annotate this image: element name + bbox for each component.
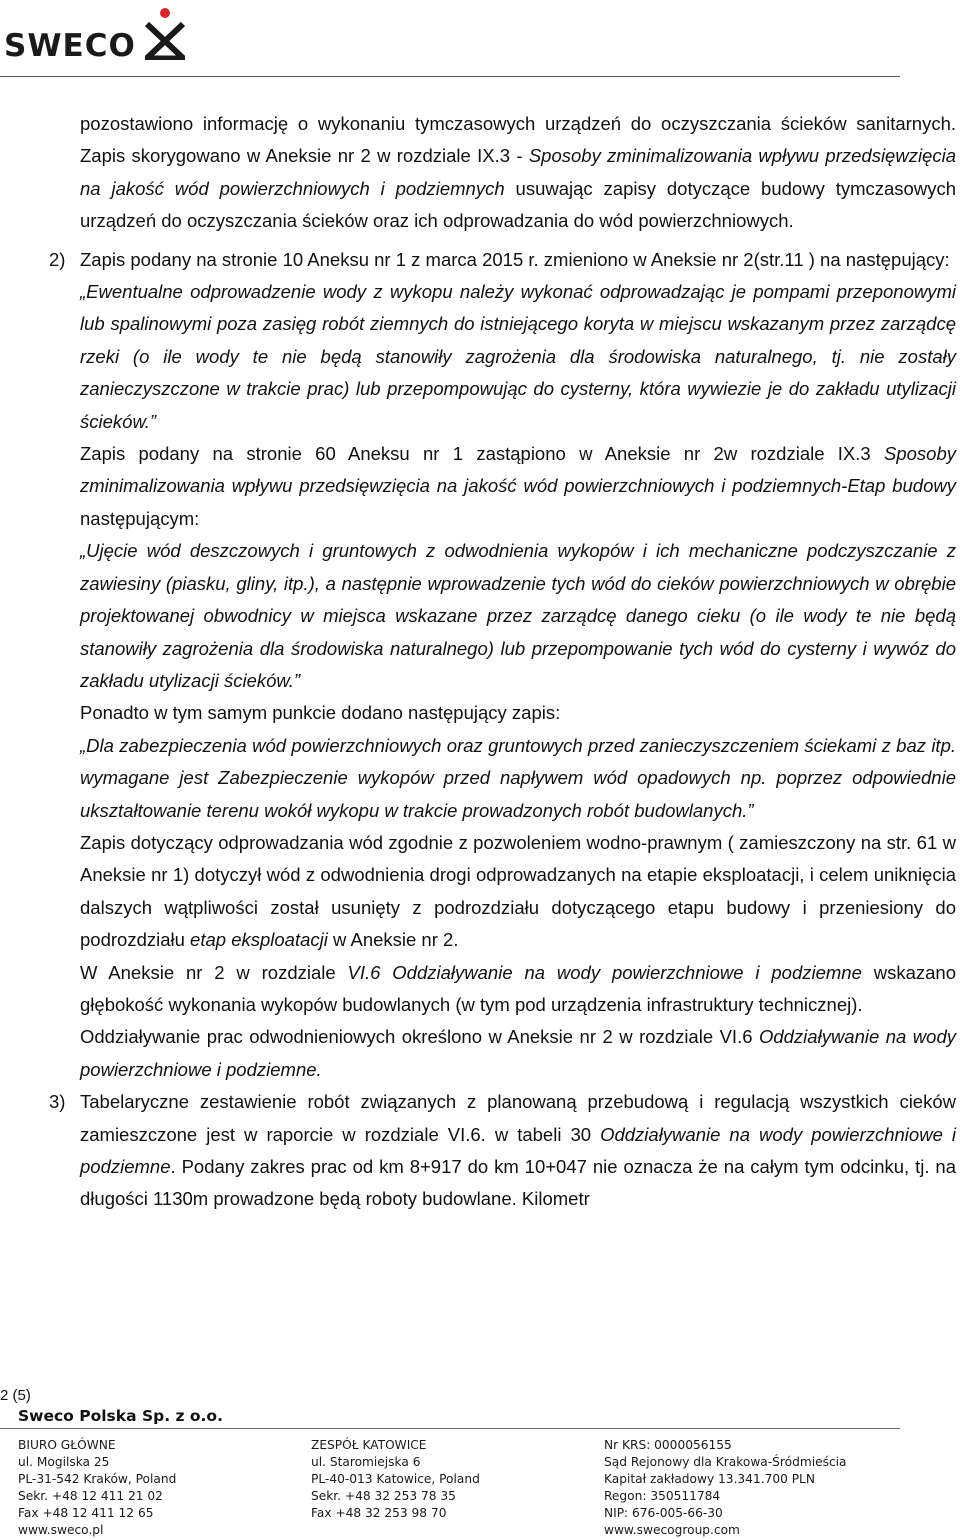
italic-text-run: Oddziaływanie na wody powierzchniowe i podziemne. xyxy=(80,1026,956,1080)
text-run: W Aneksie nr 2 w rozdziale xyxy=(80,961,348,983)
text-run: Tabelaryczne zestawienie robót związanych z planowaną przebudową i regulacją wszystkich cieków zamieszczone jest w raporcie w rozdziale VI.6. w tabeli 30 xyxy=(80,1091,956,1145)
text-run: Zapis podany na stronie 60 Aneksu nr 1 zastąpiono w Aneksie nr 2w rozdziale IX.3 xyxy=(80,443,884,465)
paragraph-6 xyxy=(80,1021,956,1086)
text-run: Oddziaływanie prac odwodnieniowych określono w Aneksie nr 2 w rozdziale VI.6 xyxy=(80,1026,759,1048)
italic-text-run: etap eksploatacji xyxy=(190,929,328,951)
footer-line: Kapitał zakładowy 13.341.700 PLN xyxy=(604,1472,815,1486)
italic-text-run: Oddziaływanie na wody powierzchniowe i podziemne xyxy=(80,1123,956,1177)
italic-text-run: Sposoby zminimalizowania wpływu przedsięwzięcia na jakość wód powierzchniowych i podziemnych-Etap budowy xyxy=(80,443,956,497)
footer-line: ZESPÓŁ KATOWICE xyxy=(311,1438,427,1452)
paragraph-4 xyxy=(80,827,956,957)
footer-line: Nr KRS: 0000056155 xyxy=(604,1438,732,1452)
logo-text: SWECO xyxy=(4,28,136,64)
footer-col-head-office xyxy=(18,1437,176,1539)
list-item-2 xyxy=(49,244,957,1087)
text-run: usuwając zapisy dotyczące budowy tymczasowych urządzeń do oczyszczania ścieków oraz ich odprowadzania do wód powierzchniowych. xyxy=(80,177,956,232)
company-name: Sweco Polska Sp. z o.o. xyxy=(18,1407,223,1425)
quote-1: „Ewentualne odprowadzenie wody z wykopu należy wykonać odprowadzając je pompami przeponowymi lub spalinowymi poza zasięg robót ziemnych do istniejącego koryta w miejscu wskazanym przez zarządcę rzeki (o ile wody te nie będą stanowiły zagrożenia dla środowiska naturalnego, tj. nie zostały zanieczyszczone w trakcie prac) lub przepompowując do cysterny, która wywiezie je do zakładu utylizacji ścieków.” xyxy=(80,281,956,432)
footer-line: NIP: 676-005-66-30 xyxy=(604,1506,723,1520)
document-body xyxy=(49,108,957,1216)
header-rule xyxy=(0,76,900,77)
text-run: Zapis dotyczący odprowadzania wód zgodnie z pozwoleniem wodno-prawnym ( zamieszczony na str. 61 w Aneksie nr 1) dotyczył wód z odwodnienia drogi odprowadzanych na etapie eksploatacji, i celem uniknięcia dalszych wątpliwości został usunięty z podrozdziału dotyczącego etapu budowy i przeniesiony do podrozdziału xyxy=(80,831,956,951)
text-run: pozostawiono informację o wykonaniu tymczasowych urządzeń do oczyszczania ścieków sanitarnych. Zapis skorygowano w Aneksie nr 2 w rozdziale IX.3 - xyxy=(80,113,956,167)
list-item-3-text xyxy=(80,1086,956,1216)
italic-text-run: VI.6 Oddziaływanie na wody powierzchniowe i podziemne xyxy=(347,961,862,983)
quote-2: „Ujęcie wód deszczowych i gruntowych z odwodnienia wykopów i ich mechaniczne podczyszczanie z zawiesiny (piasku, gliny, itp.), a następnie wprowadzenie tych wód do cieków powierzchniowych w obrębie projektowanej obwodnicy w miejsca wskazane przez zarządcę danego cieku (o ile wody te nie będą stanowiły zagrożenia dla środowiska naturalnego) lub przepompowanie tych wód do cysterny i wywóz do zakładu utylizacji ścieków.” xyxy=(80,540,956,691)
paragraph-3: Ponadto w tym samym punkcie dodano następujący zapis: xyxy=(80,702,561,724)
footer-line: PL-31-542 Kraków, Poland xyxy=(18,1472,177,1486)
footer-line: Sekr. +48 12 411 21 02 xyxy=(18,1489,163,1503)
list-marker-2: 2) xyxy=(49,248,66,270)
footer-line: Fax +48 32 253 98 70 xyxy=(311,1506,447,1520)
paragraph-5 xyxy=(80,957,956,1022)
list-marker-3: 3) xyxy=(49,1091,66,1113)
list-item-2-text: Zapis podany na stronie 10 Aneksu nr 1 z marca 2015 r. zmieniono w Aneksie nr 2(str.11 ) na następujący: xyxy=(80,248,950,270)
sweco-logo-mark-icon xyxy=(142,6,188,60)
footer-col-katowice xyxy=(311,1437,480,1522)
page-number: 2 (5) xyxy=(0,1387,31,1404)
footer-line: ul. Staromiejska 6 xyxy=(311,1455,421,1469)
footer-link[interactable]: www.sweco.pl xyxy=(18,1523,104,1537)
footer-line: ul. Mogilska 25 xyxy=(18,1455,110,1469)
paragraph-2 xyxy=(80,438,956,535)
footer-line: Regon: 350511784 xyxy=(604,1489,721,1503)
quote-3: „Dla zabezpieczenia wód powierzchniowych oraz gruntowych przed zanieczyszczeniem ściekami z baz itp. wymagane jest Zabezpieczenie wykopów przed napływem wód opadowych np. poprzez odpowiednie ukształtowanie terenu wokół wykopu w trakcie prowadzonych robót budowlanych.” xyxy=(80,734,956,821)
list-item-3 xyxy=(49,1086,956,1216)
sweco-logo xyxy=(4,4,194,64)
footer-line: Sąd Rejonowy dla Krakowa-Śródmieścia xyxy=(604,1455,847,1469)
footer-link[interactable]: www.swecogroup.com xyxy=(604,1523,740,1537)
text-run: wskazano głębokość wykonania wykopów budowlanych (w tym pod urządzenia infrastruktury technicznej). xyxy=(80,961,957,1015)
footer-rule xyxy=(0,1428,900,1429)
text-run: . Podany zakres prac od km 8+917 do km 10+047 nie oznacza że na całym tym odcinku, tj. na długości 1130m prowadzone będą roboty budowlane. Kilometr xyxy=(80,1156,956,1210)
footer-line: BIURO GŁÓWNE xyxy=(18,1438,116,1452)
paragraph-1 xyxy=(80,108,956,238)
text-run: w Aneksie nr 2. xyxy=(327,929,459,951)
footer-line: PL-40-013 Katowice, Poland xyxy=(311,1472,480,1486)
italic-text-run: Sposoby zminimalizowania wpływu przedsięwzięcia na jakość wód powierzchniowych i podziemnych xyxy=(80,145,956,199)
footer-col-registry xyxy=(604,1437,847,1539)
footer-line: Fax +48 12 411 12 65 xyxy=(18,1506,154,1520)
text-run: następującym: xyxy=(80,507,200,529)
footer-line: Sekr. +48 32 253 78 35 xyxy=(311,1489,456,1503)
